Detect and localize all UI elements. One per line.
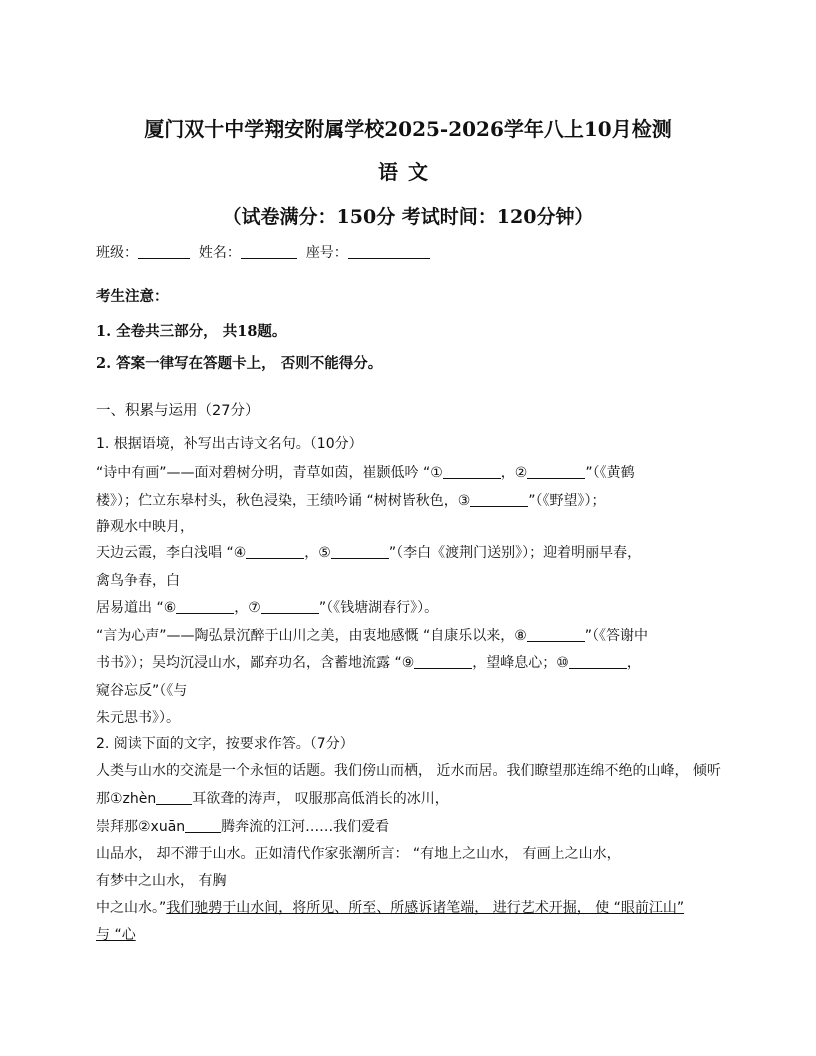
answer-blank-1[interactable]	[443, 464, 501, 479]
q1-line-1	[96, 462, 635, 482]
q1-text: ”（《答谢中	[584, 628, 649, 644]
q2-line-6	[96, 897, 684, 917]
q1-text: “言为心声”——陶弘景沉醉于山川之美，由衷地感慨 “自康乐以来，⑧	[96, 628, 527, 644]
underlined-sentence: 我们驰骋于山水间，将所见、所至、所感诉诸笔端， 进行艺术开掘， 使 “眼前江山”	[166, 900, 685, 916]
q2-text: 崇拜那②xuān	[96, 819, 186, 835]
answer-blank-9[interactable]	[414, 654, 472, 669]
q1-text: ，⑦	[234, 600, 261, 616]
answer-blank-10[interactable]	[569, 654, 627, 669]
answer-blank-8[interactable]	[527, 627, 585, 642]
q1-text: ，望峰息心；⑩	[472, 655, 569, 671]
q1-text: ”（《钱塘湖春行》）。	[318, 600, 439, 616]
q1-text: 居易道出 “⑥	[96, 600, 177, 616]
exam-title: 厦门双十中学翔安附属学校2025-2026学年八上10月检测	[144, 117, 672, 141]
seat-blank[interactable]	[348, 244, 430, 259]
q2-text: 那①zhèn	[96, 791, 157, 807]
q2-line-4: 山品水， 却不滞于山水。正如清代作家张潮所言： “有地上之山水， 有画上之山水，	[96, 846, 621, 862]
q2-line-2	[96, 788, 449, 808]
q2-line-5: 有梦中之山水， 有胸	[96, 873, 227, 889]
q1-text: ，②	[500, 465, 528, 481]
q1-text: 书书》）；吴均沉浸山水，鄙弃功名，含蓄地流露 “⑨	[96, 655, 415, 671]
answer-blank-6[interactable]	[176, 599, 234, 614]
pinyin-blank-2[interactable]	[185, 818, 221, 833]
q1-line-3: 静观水中映月，	[96, 519, 194, 535]
student-info-line	[96, 242, 430, 262]
answer-blank-3[interactable]	[470, 492, 528, 507]
q1-text: ”（李白《渡荆门送别》）；迎着明丽早春，	[388, 545, 642, 561]
q1-text: 天边云霞，李白浅唱 “④	[96, 545, 247, 561]
q2-text: 中之山水。”	[96, 900, 167, 916]
q2-line-3	[96, 816, 389, 836]
seat-label: 座号：	[305, 245, 348, 261]
q2-text: 腾奔流的江河……我们爱看	[221, 819, 390, 835]
class-blank[interactable]	[138, 244, 190, 259]
q1-text: ”（《野望》）；	[528, 493, 606, 509]
q1-line-5: 禽鸟争春，白	[96, 573, 180, 589]
exam-info: （试卷满分：150分 考试时间：120分钟）	[222, 206, 594, 228]
class-label: 班级：	[96, 245, 138, 261]
q1-line-6	[96, 597, 438, 617]
name-label: 姓名：	[198, 245, 241, 261]
answer-blank-4[interactable]	[246, 544, 304, 559]
notice-heading: 考生注意：	[96, 288, 169, 305]
q1-line-7	[96, 625, 648, 645]
section-1-heading: 一、积累与运用（27分）	[96, 403, 260, 419]
q1-line-8	[96, 652, 641, 672]
answer-blank-2[interactable]	[527, 464, 585, 479]
q1-line-4	[96, 542, 641, 562]
q1-line-2	[96, 490, 606, 510]
q1-text: ，⑤	[304, 545, 331, 561]
question-1-prompt: 1. 根据语境，补写出古诗文名句。（10分）	[96, 436, 363, 452]
q1-text: ”（《黄鹤	[585, 465, 635, 481]
q1-line-10: 朱元思书》）。	[96, 710, 180, 726]
q2-line-7: 与 “心	[96, 927, 136, 943]
subject-title: 语文	[378, 160, 438, 184]
notice-item-1: 1. 全卷共三部分， 共18题。	[96, 323, 287, 340]
q2-line-1: 人类与山水的交流是一个永恒的话题。我们傍山而栖， 近水而居。我们瞭望那连绵不绝的山峰， 倾听	[96, 763, 721, 779]
q1-text: ，	[626, 655, 641, 671]
answer-blank-7[interactable]	[261, 599, 319, 614]
name-blank[interactable]	[241, 244, 297, 259]
notice-item-2: 2. 答案一律写在答题卡上， 否则不能得分。	[96, 355, 383, 372]
answer-blank-5[interactable]	[331, 544, 389, 559]
pinyin-blank-1[interactable]	[156, 790, 192, 805]
question-2-prompt: 2. 阅读下面的文字，按要求作答。（7分）	[96, 736, 354, 752]
q1-text: 楼》）；伫立东皋村头，秋色浸染，王绩吟诵 “树树皆秋色，③	[96, 493, 471, 509]
q1-text: “诗中有画”——面对碧树分明，青草如茵，崔颢低吟 “①	[96, 465, 443, 481]
q2-text: 耳欲聋的涛声， 叹服那高低消长的冰川，	[192, 791, 449, 807]
q1-line-9: 窥谷忘反”（《与	[96, 683, 188, 699]
